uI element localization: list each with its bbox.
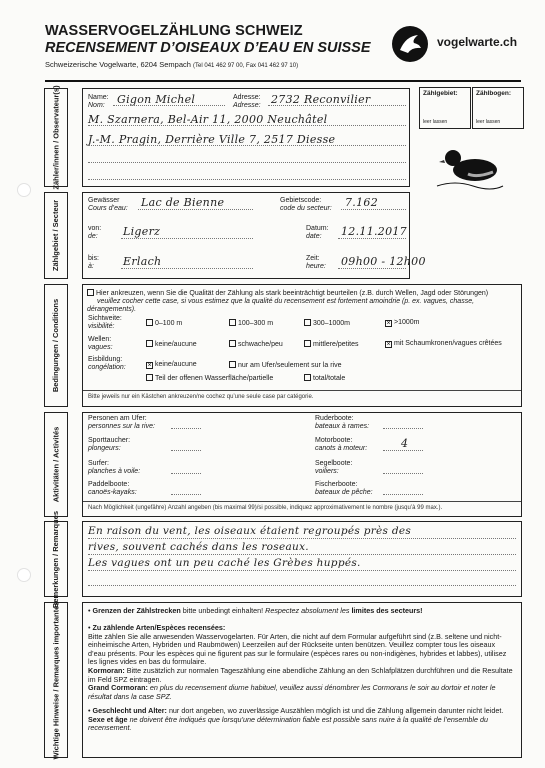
activity-persons: Personen am Ufer: personnes sur la rive:	[88, 415, 155, 430]
remarks-line-2[interactable]: rives, souvent cachés dans les roseaux.	[88, 541, 309, 553]
water-body[interactable]: Lac de Bienne	[141, 196, 225, 209]
conditions-hint: Bitte jeweils nur ein Kästchen ankreuzen/ne cochez qu’une seule case par catégorie.	[88, 394, 314, 400]
activities-box	[82, 412, 522, 517]
activity-divers: Sporttaucher: plongeurs:	[88, 437, 131, 452]
waves-option-3[interactable]: mittlere/petites	[304, 340, 359, 348]
activity-surfers: Surfer: planches à voile:	[88, 460, 141, 475]
activity-fishing: Fischerboote: bateaux de pêche:	[315, 481, 373, 496]
duck-icon	[435, 140, 505, 192]
activity-rowboats: Ruderboote: bateaux à rames:	[315, 415, 370, 430]
vis-option-4[interactable]: × >1000m	[386, 319, 420, 327]
activity-paddle: Paddelboote: canoës-kayaks:	[88, 481, 137, 496]
waves-label: Wellen: vagues:	[88, 336, 113, 351]
ice-option-4[interactable]: total/totale	[304, 374, 345, 382]
quality-checkbox[interactable]	[87, 289, 94, 296]
vogelwarte-logo	[392, 26, 428, 62]
ice-label: Eisbildung: congélation:	[88, 356, 126, 371]
vis-option-3[interactable]: 300–1000m	[304, 319, 350, 327]
motorboat-count[interactable]: 4	[401, 437, 409, 450]
to-place[interactable]: Erlach	[123, 255, 162, 268]
waves-option-1[interactable]: keine/aucune	[146, 340, 197, 348]
note-sex-age: • Geschlecht und Alter: nur dort angeben, wo zuverlässige Auszählen möglich ist und die Zählung allgemein darunter nicht leidet. Sexe et âge ne doivent être indiqués que lorsqu’une détermination fiable est possible sans nuire à la qualité de l’ensemble du recensement.	[88, 706, 504, 733]
punch-hole	[17, 568, 31, 582]
activities-hint: Nach Möglichkeit (ungefähre) Anzahl angeben (bis maximal 99)/si possible, indiquez approximativement le nombre (jusqu’à 99 max.).	[88, 505, 443, 511]
org-address: Schweizerische Vogelwarte, 6204 Sempach (Tel 041 462 97 00, Fax 041 462 97 10)	[45, 60, 299, 69]
activity-motorboats: Motorboote: canots à moteur:	[315, 437, 368, 452]
remarks-line-1[interactable]: En raison du vent, les oiseaux étaient regroupés près des	[88, 525, 412, 537]
activity-sailboats: Segelboote: voiliers:	[315, 460, 353, 475]
count-time[interactable]: 09h00 - 12h00	[341, 255, 426, 268]
date-label: Datum: date:	[306, 225, 329, 240]
observer-line-2[interactable]: M. Szarnera, Bel-Air 11, 2000 Neuchâtel	[88, 113, 328, 126]
vis-option-2[interactable]: 100–300 m	[229, 319, 273, 327]
vis-option-1[interactable]: 0–100 m	[146, 319, 182, 327]
observer-box	[82, 88, 410, 187]
water-label: Gewässer Cours d’eau:	[88, 197, 128, 212]
section-sector: Zählgebiet / Secteur	[44, 192, 68, 279]
section-activities: Aktivitäten / Activités	[44, 412, 68, 517]
section-remarks: Bemerkungen / Remarques	[44, 521, 68, 597]
title-de: WASSERVOGELZÄHLUNG SCHWEIZ	[45, 23, 303, 39]
brand-name: vogelwarte.ch	[437, 35, 518, 49]
from-place[interactable]: Ligerz	[123, 225, 161, 238]
remarks-box	[82, 521, 522, 597]
observer-name[interactable]: Gigon Michel	[117, 93, 196, 106]
observer-line-3[interactable]: J.-M. Pragin, Derrière Ville 7, 2517 Diesse	[88, 133, 336, 146]
waves-option-2[interactable]: schwache/peu	[229, 340, 283, 348]
title-fr: RECENSEMENT D’OISEAUX D’EAU EN SUISSE	[45, 40, 371, 56]
ice-option-3[interactable]: Teil der offenen Wasserfläche/partielle	[146, 374, 273, 382]
section-conditions: Bedingungen / Conditions	[44, 284, 68, 407]
visibility-label: Sichtweite: visibilité:	[88, 315, 122, 330]
ice-option-1[interactable]: × keine/aucune	[147, 361, 197, 369]
name-label: Name: Nom:	[88, 94, 109, 109]
observer-address[interactable]: 2732 Reconvilier	[271, 93, 371, 106]
ice-option-2[interactable]: nur am Ufer/seulement sur la rive	[229, 361, 341, 369]
punch-hole	[17, 183, 31, 197]
waves-option-4[interactable]: × mit Schaumkronen/vagues crêtées	[386, 340, 502, 348]
to-label: bis: à:	[88, 255, 99, 270]
count-area-box: Zählgebiet: leer lassen	[419, 87, 471, 129]
header-rule	[45, 80, 521, 82]
address-label: Adresse: Adresse:	[233, 94, 261, 109]
count-sheet-box: Zählbogen: leer lassen	[472, 87, 524, 129]
quality-checkbox-row[interactable]: Hier ankreuzen, wenn Sie die Qualität der Zählung als stark beeinträchtigt beurteilen (z.B. durch Wellen, Jagd oder Störungen) veuillez cocher cette case, si vous estimez que la qualité du recensement est fortement amoindrie (p. ex. vagues, chasse, dérangements).	[87, 290, 489, 313]
section-observer: Zähler/innen / Observateur(s)	[44, 88, 68, 187]
sector-box	[82, 192, 426, 279]
section-important: Wichtige Hinweise / Remarques importantes	[44, 602, 68, 758]
note-species: • Zu zählende Arten/Espèces recensées: Bitte zählen Sie alle anwesenden Wasservogelarten. Für Arten, die nicht auf dem Formular aufgeführt sind (z.B. seltene und nicht-einheimische Arten, Hybriden und Raubmöwen) Leerzeilen auf der Rückseite unten benützen. Veuillez compter tous les oiseaux d’eau présents. Pour les espèces qui ne figurent pas sur le formulaire (espèces rares ou non-indigènes, hybrides et labbes), utilisez les lignes vides en bas du formulaire. Kormoran: Bitte zusätzlich zur normalen Tageszählung eine abendliche Zählung an den Schlafplätzen durchführen und die Resultate im Feld SPZ eintragen. Grand Cormoran: en plus du recensement diurne habituel, veuillez aussi dénombrer les Cormorans le soir au dortoir et noter le résultat dans la case SPZ.	[88, 623, 513, 701]
sector-code[interactable]: 7.162	[345, 196, 378, 209]
time-label: Zeit: heure:	[306, 255, 326, 270]
conditions-box	[82, 284, 522, 407]
note-limits: • Grenzen der Zählstrecken bitte unbedingt einhalten! Respectez absolument les limites des secteurs!	[88, 606, 423, 615]
count-date[interactable]: 12.11.2017	[341, 225, 407, 238]
remarks-line-3[interactable]: Les vagues ont un peu caché les Grèbes huppés.	[88, 557, 361, 569]
from-label: von: de:	[88, 225, 102, 240]
code-label: Gebietscode: code du secteur:	[280, 197, 332, 212]
